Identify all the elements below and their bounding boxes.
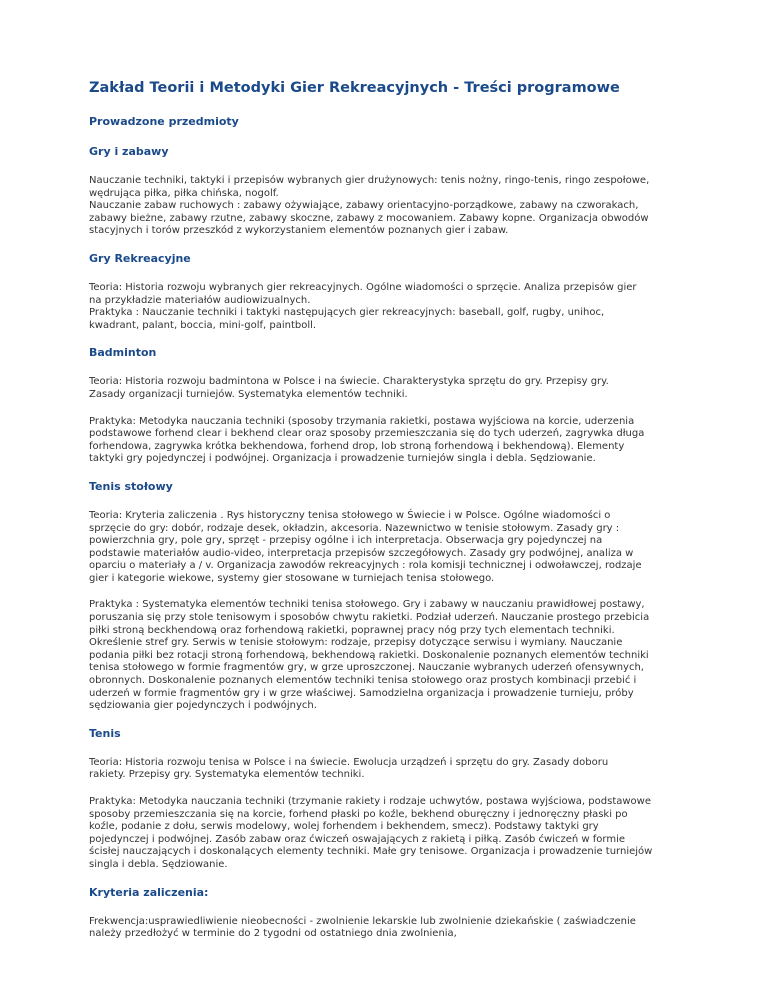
subject-heading: Tenis	[89, 726, 121, 740]
subject-heading: Kryteria zaliczenia:	[89, 885, 209, 899]
text-line: koźle, podanie z dołu, serwis modelowy, wolej forhendem i bekhendem, smecz). Podstawy taktyki gry	[89, 821, 599, 833]
text-line: Zasady organizacji turniejów. Systematyka elementów techniki.	[89, 388, 408, 400]
text-line: na przykładzie materiałów audiowizualnych.	[89, 294, 311, 306]
subject-section	[89, 886, 679, 941]
text-line: piłki stroną beckhendową oraz forhendową rakietki, poprawnej pracy nóg przy tych elementach techniki.	[89, 624, 615, 636]
text-line: oparciu o materiały a / v. Organizacja zawodów rekreacyjnych : rola komisji technicznej i odwoławczej, rodzaje	[89, 560, 642, 572]
text-line: uderzeń w formie fragmentów gry i w grze właściwej. Samodzielna organizacja i prowadzenie turnieju, próby	[89, 687, 634, 699]
text-line: stacyjnych i torów przeszkód z wykorzystaniem elementów poznanych gier i zabaw.	[89, 225, 509, 237]
subject-paragraph	[89, 376, 679, 401]
text-line: sposoby przemieszczania się na korcie, forhend płaski po koźle, bekhend oburęczny i jednoręczny płaski po	[89, 808, 628, 820]
text-line: podstawowe forhend clear i bekhend clear oraz sposoby przemieszczania się do tych uderzeń, zagrywka długa	[89, 428, 645, 440]
subject-heading: Gry i zabawy	[89, 145, 169, 158]
text-line: tenisa stołowego w formie fragmentów gry, w grze uproszczonej. Nauczanie wybranych uderzeń ofensywnych,	[89, 662, 644, 674]
text-line: forhendowa, zagrywka krótka bekhendowa, forhend drop, lob stroną forhendową i bekhendową). Elementy	[89, 440, 625, 452]
text-line: Praktyka : Nauczanie techniki i taktyki następujących gier rekreacyjnych: baseball, golf, rugby, unihoc,	[89, 307, 605, 319]
subject-section	[89, 346, 679, 466]
subject-paragraph	[89, 282, 679, 332]
text-line: Teoria: Historia rozwoju tenisa w Polsce i na świecie. Ewolucja urządzeń i sprzętu do gry. Zasady doboru	[89, 756, 609, 768]
subject-paragraph	[89, 599, 679, 712]
subject-paragraph	[89, 510, 679, 586]
subject-heading: Gry Rekreacyjne	[89, 251, 191, 265]
text-line: wędrująca piłka, piłka chińska, nogolf.	[89, 187, 279, 199]
text-line: Praktyka: Metodyka nauczania techniki (sposoby trzymania rakietki, postawa wyjściowa na korcie, uderzenia	[89, 415, 635, 427]
subject-heading: Badminton	[89, 346, 157, 360]
text-line: Nauczanie techniki, taktyki i przepisów wybranych gier drużynowych: tenis nożny, ringo-tenis, ringo zespołowe,	[89, 175, 650, 186]
subject-paragraph	[89, 416, 679, 466]
text-line: gier i kategorie wiekowe, systemy gier stosowane w turniejach tenisa stołowego.	[89, 572, 495, 584]
text-line: rakiety. Przepisy gry. Systematyka elementów techniki.	[89, 769, 365, 781]
text-line: Frekwencja:usprawiedliwienie nieobecności - zwolnienie lekarskie lub zwolnienie dziekańskie ( zaświadczenie	[89, 915, 636, 927]
subject-section	[89, 252, 679, 332]
text-line: kwadrant, palant, boccia, mini-golf, paintboll.	[89, 319, 317, 331]
text-line: taktyki gry pojedynczej i podwójnej. Organizacja i prowadzenie turniejów singla i debla. Sędziowanie.	[89, 453, 596, 465]
subjects-list	[89, 145, 679, 941]
text-line: powierzchnia gry, pole gry, sprzęt - przepisy ogólne i ich interpretacja. Obserwacja gry pojedynczej na	[89, 535, 603, 547]
text-line: Określenie stref gry. Serwis w tenisie stołowym: rodzaje, przepisy dotyczące serwisu i wymiany. Nauczanie	[89, 637, 623, 649]
subject-section	[89, 727, 679, 872]
subject-heading: Tenis stołowy	[89, 479, 173, 493]
subject-paragraph	[89, 916, 679, 941]
text-line: sprzęcie do gry: dobór, rodzaje desek, okładzin, akcesoria. Nazewnictwo w tenisie stołowym. Zasady gry :	[89, 522, 620, 534]
subject-paragraph	[89, 757, 679, 782]
text-line: Teoria: Kryteria zaliczenia . Rys historyczny tenisa stołowego w Świecie i w Polsce. Ogólne wiadomości o	[89, 509, 611, 521]
subject-paragraph	[89, 175, 679, 238]
text-line: podania piłki bez rotacji stroną forhendową, bekhendową rakietki. Doskonalenie poznanych elementów techniki	[89, 649, 649, 661]
text-line: Praktyka : Systematyka elementów techniki tenisa stołowego. Gry i zabawy w nauczaniu prawidłowej postawy,	[89, 599, 645, 611]
text-line: podstawie materiałów audio-video, interpretacja przepisów szczegółowych. Zasady gry podwójnej, analiza w	[89, 547, 634, 559]
text-line: pojedynczej i podwójnej. Zasób zabaw oraz ćwiczeń oswajających z rakietą i piłką. Zasób ćwiczeń w formie	[89, 833, 626, 845]
text-line: Teoria: Historia rozwoju wybranych gier rekreacyjnych. Ogólne wiadomości o sprzęcie. Analiza przepisów gier	[89, 281, 637, 293]
subject-paragraph	[89, 796, 679, 872]
text-line: Nauczanie zabaw ruchowych : zabawy ożywiające, zabawy orientacyjno-porządkowe, zabawy na czworakach,	[89, 200, 639, 212]
text-line: ścisłej nauczających i doskonalących elementy techniki. Małe gry tenisowe. Organizacja i prowadzenie turniejów	[89, 846, 653, 858]
text-line: sędziowania gier pojedynczych i podwójnych.	[89, 700, 317, 712]
subject-section	[89, 480, 679, 713]
text-line: poruszania się przy stole tenisowym i sposobów chwytu rakietki. Podział uderzeń. Nauczanie prostego przebicia	[89, 612, 650, 624]
text-line: Praktyka: Metodyka nauczania techniki (trzymanie rakiety i rodzaje uchwytów, postawa wyjściowa, podstawowe	[89, 796, 651, 807]
text-line: należy przedłożyć w terminie do 2 tygodni od ostatniego dnia zwolnienia,	[89, 928, 457, 940]
section-heading: Prowadzone przedmioty	[89, 115, 239, 128]
text-line: zabawy bieżne, zabawy rzutne, zabawy skoczne, zabawy z mocowaniem. Zabawy kopne. Organizacja obwodów	[89, 212, 649, 224]
text-line: Teoria: Historia rozwoju badmintona w Polsce i na świecie. Charakterystyka sprzętu do gry. Przepisy gry.	[89, 376, 609, 388]
page-title: Zakład Teorii i Metodyki Gier Rekreacyjnych - Treści programowe	[89, 80, 620, 96]
subject-section	[89, 145, 679, 238]
text-line: singla i debla. Sędziowanie.	[89, 858, 228, 870]
text-line: obronnych. Doskonalenie poznanych elementów techniki tenisa stołowego oraz prostych kombinacji przebić i	[89, 675, 637, 687]
